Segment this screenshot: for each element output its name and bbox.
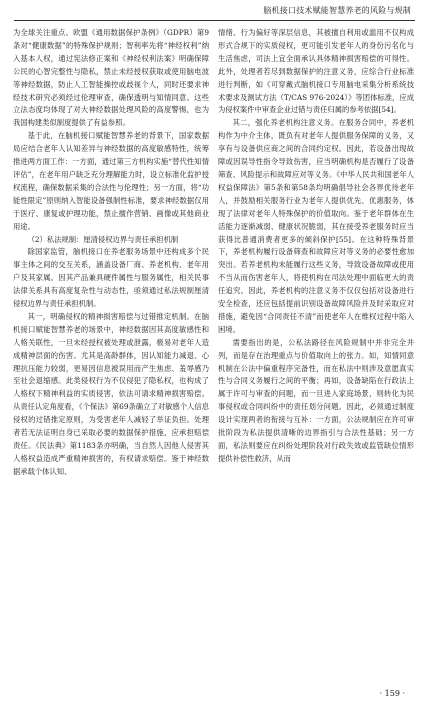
body-paragraph: 除国家监管，脑机接口在养老服务场景中还构成多个民事主体之间的交互关系，涵盖设备厂商、养老机构、老年用户及其家属。因其产品兼具硬件属性与服务属性，相关民事法律关系具有高度复杂性与动态性，亟须通过私法规制厘清侵权边界与责任承担机制。 — [13, 247, 209, 309]
body-paragraph: 其二，强化养老机构注意义务。在服务合同中，养老机构作为中介主体，既负有对老年人提供服务保障的义务，又享有与设备供应商之间的合同约定权。因此，若设备出现故障或因误导性指令导致伤害，应当明确机构是否履行了设备筛查、风险提示和故障应对等义务。《中华人民共和国老年人权益保障法》第5条和第58条均明确倡导社会各界优待老年人，并鼓励相关服务行业为老年人提供优先、优惠服务，体现了法律对老年人特殊保护的价值取向。鉴于老年群体在生活能力逐渐减弱、健康状况脆弱，其在接受养老服务时应当获得比普通消费者更多的倾斜保护[55]。在这种特殊背景下，养老机构履行设备筛查和故障应对等义务的必要性愈加突出。若养老机构未能履行这些义务，导致设备故障或使用不当从而伤害老年人，将使机构在司法处理中面临更大的责任追究。因此，养老机构的注意义务不仅仅包括对设备进行安全检查，还应包括提前识别设备故障风险并及时采取应对措施，避免因“合同责任不清”而使老年人在维权过程中陷入困境。 — [218, 118, 414, 334]
page-number: · 159 · — [379, 689, 405, 698]
body-paragraph: 需要指出的是，公私法路径在风险规制中并非完全并列，而是存在治理重点与价值取向上的张力。如，知情同意机制在公法中偏重程序完备性，而在私法中则涉及意愿真实性与合同义务履行之间的平衡；再如，设备缺陷在行政法上属于许可与审查的问题，而一旦进入家庭场景，则转化为民事侵权或合同纠纷中的责任划分问题。因此，必须通过制度设计实现两者的衔接与互补：一方面，公法规制应在许可审批阶段为私法提供清晰的边界指引与合法性基础；另一方面，私法则要应在纠纷处理阶段对行政失效或监管缺位情形提供补偿性救济，从而 — [218, 337, 414, 463]
body-paragraph: 其一，明确侵权的精神损害赔偿与过错推定机制。在脑机接口赋能智慧养老的场景中，神经数据因其高度敏感性和人格关联性，一旦未经授权被处理或泄露，极易对老年人造成精神层面的伤害。尤其是高龄群体，因认知能力减退、心理抗压能力较弱，更易因信息被误用而产生焦虑、羞辱感乃至社会退缩感。此类侵权行为不仅侵犯了隐私权，也构成了人格权下精神利益的实质侵害，依法可请求精神损害赔偿。从责任认定角度看，《个保法》第69条确立了对敏感个人信息侵权的过错推定原则，为受害老年人减轻了举证负担。处理者若无法证明自身已采取必要的数据保护措施，应承担赔偿责任。《民法典》第1183条亦明确，当自然人因他人侵害其人格权益造成严重精神损害的，有权请求赔偿。鉴于神经数据承载个体认知、 — [13, 311, 209, 476]
body-paragraph: 为全球关注重点。欧盟《通用数据保护条例》（GDPR）第9条对“健康数据”的特殊保护规则；智利率先将“神经权利”纳入基本人权，通过宪法修正案和《神经权利法案》明确保障公民的心智完整性与隐私，禁止未经授权获取或使用脑电波等神经数据，防止人工智能操控或歧视个人，同时还要求神经技术研究必须经过伦理审查，确保透明与知情同意。这些立法态度均体现了对大神经数据处理风险的高度警惕，也为我国构建类似制度提供了有益参照。 — [13, 28, 209, 128]
body-paragraph: 情绪、行为偏好等深层信息，其被擅自利用或滥用不仅构成形式合规下的实质侵权，更可能引发老年人的身份污名化与生活焦虑，司法上宜全面承认具体精神损害赔偿的可得性。此外，处理者若尽到数据保护的注意义务，应综合行业标准进行判断，如《可穿戴式脑机接口专用脑电采集分析系统技术要求及测试方法（T/CAS 976-2024）》等团体标准，应成为侵权案件中审查企业过错与责任归属的参考依据[54]。 — [218, 28, 414, 115]
body-paragraph: 基于此，在脑机接口赋能智慧养老的背景下，国家数据局应结合老年人认知差异与神经数据的高度敏感特性，统筹推进两方面工作：一方面，通过第三方机构实施“替代性知情评估”，在老年用户缺乏充分理解能力时，设立标准化监护授权流程，确保数据采集的合法性与伦理性；另一方面，将“功能性限定”原则纳入智能设备强制性标准，要求神经数据仅用于医疗、康复或护理功能，禁止擅作营销、画像或其他商业用途。 — [13, 131, 209, 231]
right-column — [218, 27, 414, 689]
section-heading: （2）私法规制：厘清侵权边界与责任承担机制 — [27, 234, 179, 244]
left-column — [13, 27, 209, 689]
running-header-title: 脑机接口技术赋能智慧养老的风险与规制 — [263, 6, 411, 15]
running-header — [14, 4, 415, 21]
